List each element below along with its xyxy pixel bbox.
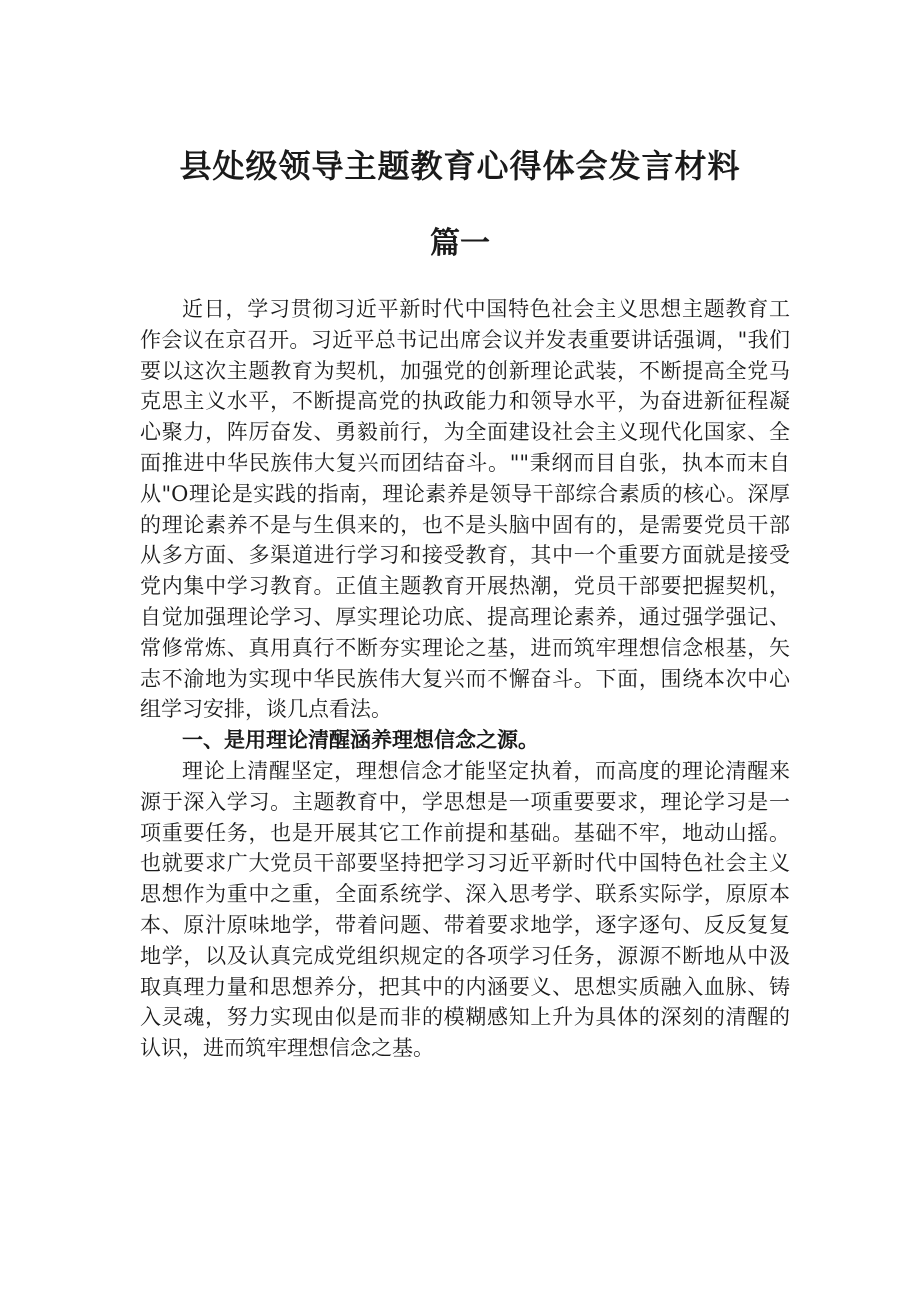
document-title: 县处级领导主题教育心得体会发言材料 xyxy=(179,147,741,185)
document-subtitle: 篇一 xyxy=(430,226,490,261)
paragraph-intro: 近日，学习贯彻习近平新时代中国特色社会主义思想主题教育工作会议在京召开。习近平总书记出席会议并发表重要讲话强调，"我们要以这次主题教育为契机，加强党的创新理论武装，不断提高全党马克思主义水平，不断提高党的执政能力和领导水平，为奋进新征程凝心聚力，阵厉奋发、勇毅前行，为全面建设社会主义现代化国家、全面推进中华民族伟大复兴而团结奋斗。""秉纲而目自张，执本而末自从"O理论是实践的指南，理论素养是领导干部综合素质的核心。深厚的理论素养不是与生俱来的，也不是头脑中固有的，是需要党员干部从多方面、多渠道进行学习和接受教育，其中一个重要方面就是接受党内集中学习教育。正值主题教育开展热潮，党员干部要把握契机，自觉加强理论学习、厚实理论功底、提高理论素养，通过强学强记、常修常炼、真用真行不断夯实理论之基，进而筑牢理想信念根基，矢志不渝地为实现中华民族伟大复兴而不懈奋斗。下面，围绕本次中心组学习安排，谈几点看法。 xyxy=(140,297,790,722)
document-body xyxy=(140,294,790,1064)
paragraph-section-1: 理论上清醒坚定，理想信念才能坚定执着，而高度的理论清醒来源于深入学习。主题教育中，学思想是一项重要要求，理论学习是一项重要任务，也是开展其它工作前提和基础。基础不牢，地动山摇。也就要求广大党员干部要坚持把学习习近平新时代中国特色社会主义思想作为重中之重，全面系统学、深入思考学、联系实际学，原原本本、原汁原味地学，带着问题、带着要求地学，逐字逐句、反反复复地学，以及认真完成党组织规定的各项学习任务，源源不断地从中汲取真理力量和思想养分，把其中的内涵要义、思想实质融入血脉、铸入灵魂，努力实现由似是而非的模糊感知上升为具体的深刻的清醒的认识，进而筑牢理想信念之基。 xyxy=(140,758,790,1061)
section-heading-1: 一、是用理论清醒涵养理想信念之源。 xyxy=(182,728,539,753)
